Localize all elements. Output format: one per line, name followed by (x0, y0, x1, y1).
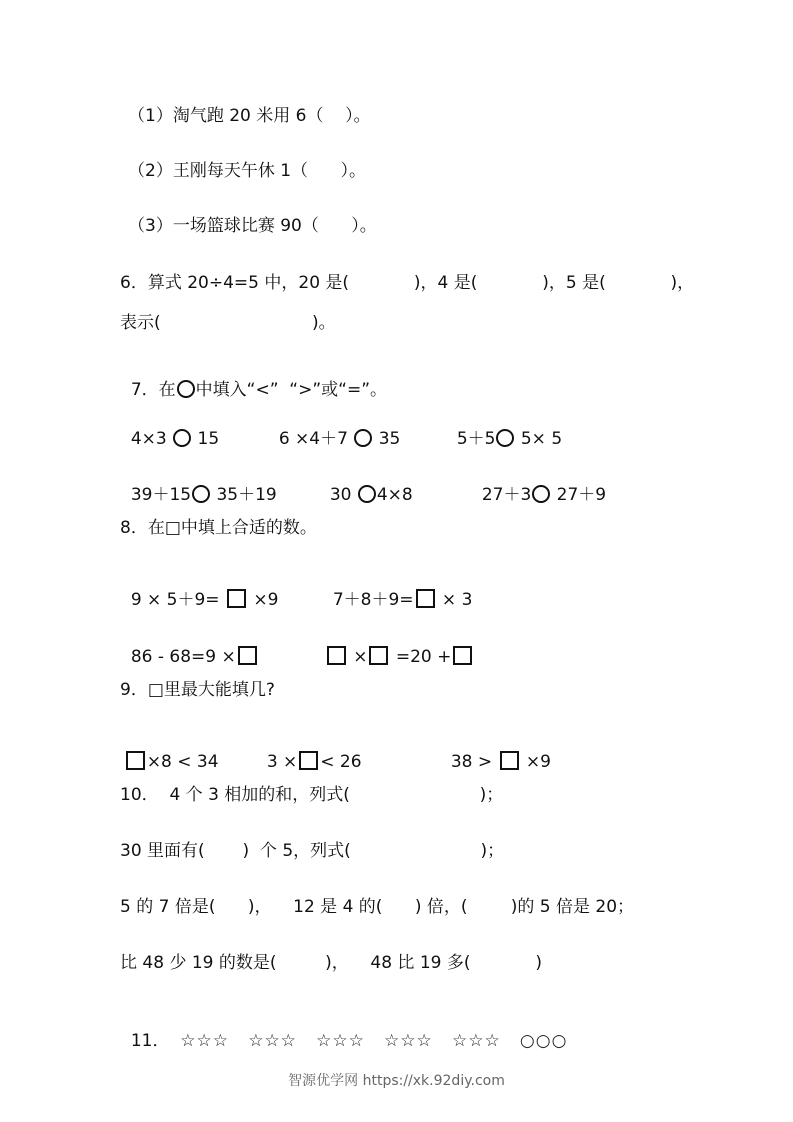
q7-expr-right: 35 (373, 429, 401, 449)
q7-row1-c (446, 409, 562, 449)
q8-row2-b (314, 626, 474, 667)
q5-item-3: （3）一场篮球比赛 90（ ）。 (128, 216, 377, 236)
q8-expr-right: ×9 (247, 590, 279, 610)
q9-expr-left: 3 × (266, 752, 298, 772)
q9-expr-right: < 26 (320, 752, 362, 772)
answer-box[interactable] (126, 751, 145, 770)
q8-expr-left: 7＋8＋9= (332, 590, 414, 610)
answer-box[interactable] (327, 646, 346, 665)
circle-icon (177, 380, 195, 398)
q6-line-2: 表示( )。 (120, 313, 336, 333)
q7-row2-b (319, 465, 413, 505)
q10-line-4: 比 48 少 19 的数是( )， 48 比 19 多( ) (120, 953, 542, 973)
answer-circle[interactable] (192, 485, 210, 503)
q9-item-a (113, 731, 219, 772)
answer-circle[interactable] (354, 429, 372, 447)
q7-expr-left: 4×3 (130, 429, 173, 449)
q7-expr-right: 35＋19 (211, 485, 277, 505)
q9-expr-right: ×9 (520, 752, 551, 772)
q7-expr-left: 27＋3 (481, 485, 532, 505)
footer-watermark: 智源优学网 https://xk.92diy.com (288, 1073, 505, 1089)
q8-expr-mid: × (347, 647, 368, 667)
q8-expr-left: 9 × 5＋9= (130, 590, 225, 610)
answer-box[interactable] (238, 646, 257, 665)
answer-box[interactable] (453, 646, 472, 665)
answer-box[interactable] (500, 751, 519, 770)
q8-row1-a (120, 569, 278, 610)
q9-prompt: 9．□里最大能填几? (120, 680, 275, 700)
q7-row2-c (471, 465, 606, 505)
answer-circle[interactable] (173, 429, 191, 447)
q8-prompt: 8．在□中填上合适的数。 (120, 518, 317, 538)
q7-expr-right: 5× 5 (515, 429, 563, 449)
q7-prompt-a: 7．在 (130, 380, 176, 400)
q7-expr-left: 30 (329, 485, 357, 505)
q5-item-2: （2）王刚每天午休 1（ ）。 (128, 161, 366, 181)
q6-line-1: 6．算式 20÷4=5 中，20 是( )，4 是( )，5 是( )， (120, 273, 695, 293)
answer-circle[interactable] (496, 429, 514, 447)
q7-row1-b (268, 409, 400, 449)
q11-label: 11． (130, 1031, 170, 1051)
star-circle-figure: ☆☆☆ ☆☆☆ ☆☆☆ ☆☆☆ ☆☆☆ ○○○ (180, 1031, 568, 1051)
q7-prompt-b: 中填入“<” “>”或“=”。 (195, 380, 388, 400)
answer-box[interactable] (416, 589, 435, 608)
q8-expr-right: =20 + (390, 647, 452, 667)
answer-box[interactable] (227, 589, 246, 608)
q7-row1-a (120, 409, 219, 449)
q5-item-1: （1）淘气跑 20 米用 6（ ）。 (128, 106, 371, 126)
q7-expr-left: 6 ×4＋7 (278, 429, 354, 449)
q7-expr-left: 5＋5 (456, 429, 496, 449)
q7-row2-a (120, 465, 277, 505)
answer-circle[interactable] (532, 485, 550, 503)
q10-line-1: 10． 4 个 3 相加的和，列式( )； (120, 785, 504, 805)
answer-box[interactable] (369, 646, 388, 665)
q9-expr-right: ×8 < 34 (146, 752, 219, 772)
q8-row1-b (322, 569, 472, 610)
q9-item-c (440, 731, 551, 772)
q8-row2-a (120, 626, 259, 667)
q7-expr-right: 4×8 (376, 485, 413, 505)
answer-circle[interactable] (358, 485, 376, 503)
q10-line-3: 5 的 7 倍是( )， 12 是 4 的( ) 倍，( )的 5 倍是 20； (120, 897, 635, 917)
q9-item-b (256, 731, 362, 772)
q7-prompt (120, 360, 387, 400)
q10-line-2: 30 里面有( ) 个 5，列式( )； (120, 841, 505, 861)
q11-line (120, 1011, 567, 1051)
q7-expr-left: 39＋15 (130, 485, 192, 505)
q7-expr-right: 27＋9 (551, 485, 607, 505)
answer-box[interactable] (299, 751, 318, 770)
q8-expr-left: 86 - 68=9 × (130, 647, 236, 667)
q9-expr-left: 38 > (450, 752, 498, 772)
q8-expr-right: × 3 (436, 590, 473, 610)
q7-expr-right: 15 (192, 429, 220, 449)
